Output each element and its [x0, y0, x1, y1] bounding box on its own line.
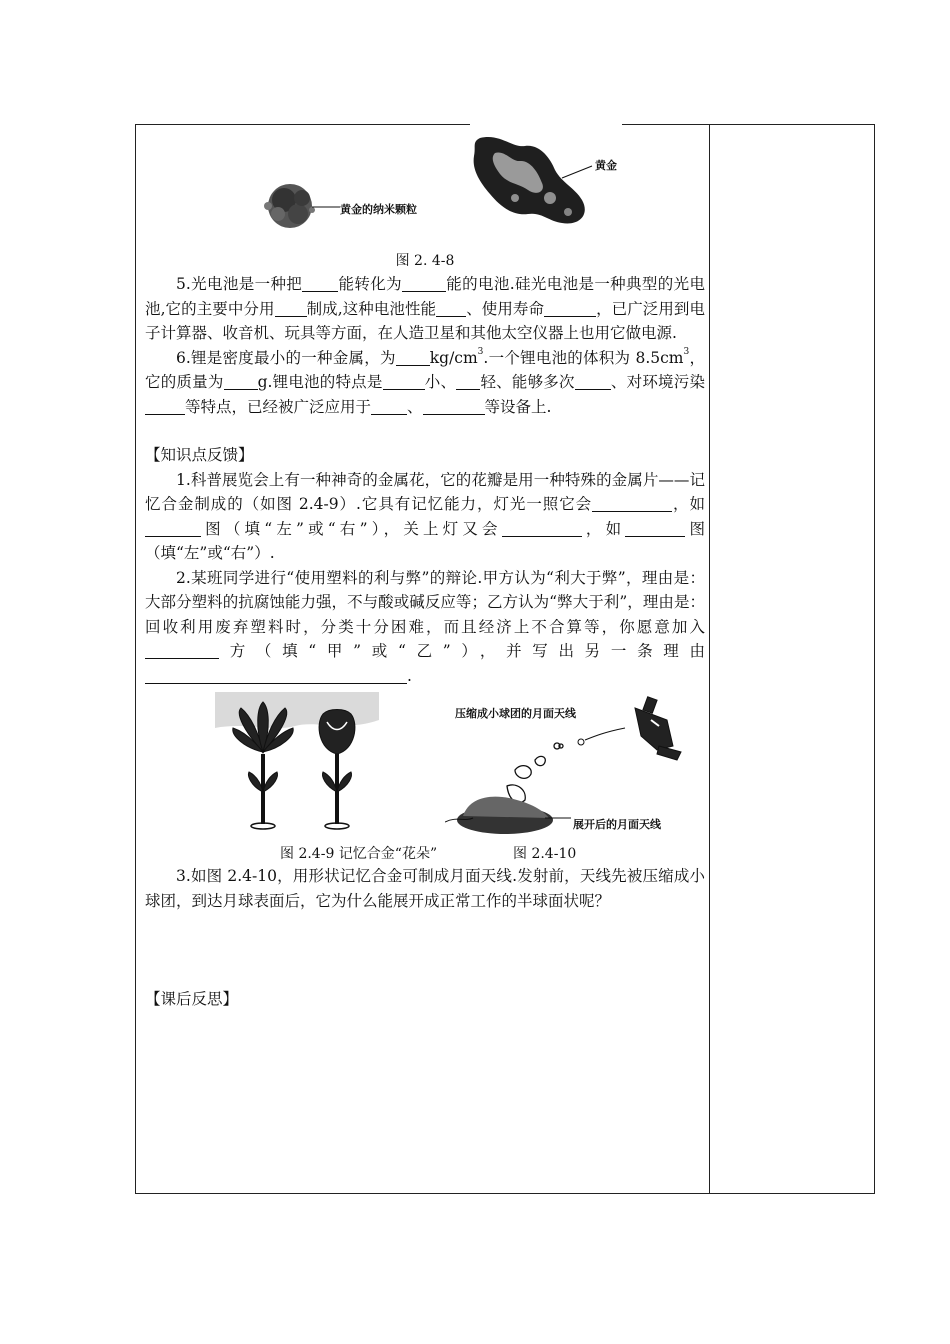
gold-lump-image	[474, 137, 585, 223]
answer-blank[interactable]	[456, 372, 480, 390]
answer-blank[interactable]	[402, 274, 446, 292]
question-6: 6.锂是密度最小的一种金属，为 $kg/cm^3$.一个锂电池的体积为 $8.5cm^3$，它的质量为 g.锂电池的特点是 小、 轻、能够多次 、对环境污染等特点，已经被广泛应用于 、 等设备上.	[145, 346, 705, 416]
answer-blank[interactable]	[575, 372, 611, 390]
answer-blank[interactable]	[371, 397, 407, 415]
label-compressed-antenna: 压缩成小球团的月面天线	[455, 707, 576, 720]
figure-2-4-8	[250, 128, 610, 240]
label-expanded-antenna: 展开后的月面天线	[573, 818, 661, 831]
answer-blank[interactable]	[145, 519, 201, 537]
table-column-divider	[709, 124, 710, 1194]
feedback-heading: 【知识点反馈】	[145, 446, 254, 464]
answer-blank[interactable]	[302, 274, 338, 292]
answer-blank[interactable]	[625, 519, 685, 537]
question-5: 5.光电池是一种把 能转化为 能的电池.硅光电池是一种典型的光电池,它的主要中分用 制成,这种电池性能 、使用寿命 ，已广泛用到电子计算器、收音机、玩具等方面，在人造卫星和其他太空仪器上也用它做电源.	[145, 275, 705, 342]
answer-blank[interactable]	[436, 299, 466, 317]
figure-2-4-8-caption: 图 2. 4-8	[395, 253, 455, 269]
label-gold: 黄金	[595, 159, 617, 172]
antenna-unfolding-sequence	[507, 743, 563, 803]
nanoparticle-cluster-image	[264, 184, 315, 228]
answer-blank[interactable]	[145, 666, 407, 684]
figure-2-4-9-caption: 图 2.4-9 记忆合金“花朵”	[280, 846, 438, 862]
feedback-question-3: 3.如图 2.4-10，用形状记忆合金可制成月面天线.发射前，天线先被压缩成小球团，到达月球表面后，它为什么能展开成正常工作的半球面状呢？	[145, 867, 705, 910]
spacecraft-image	[635, 697, 681, 760]
answer-blank[interactable]	[145, 397, 185, 415]
reflection-heading: 【课后反思】	[145, 990, 239, 1008]
answer-blank[interactable]	[502, 519, 582, 537]
table-border-gap	[470, 120, 622, 128]
worksheet-content	[145, 250, 705, 1012]
figure-2-4-10-caption: 图 2.4-10	[513, 846, 577, 862]
answer-blank[interactable]	[544, 299, 596, 317]
expanded-antenna-image	[445, 797, 553, 834]
answer-blank[interactable]	[592, 494, 672, 512]
answer-blank[interactable]	[383, 372, 425, 390]
answer-blank[interactable]	[423, 397, 485, 415]
answer-blank[interactable]	[275, 299, 307, 317]
answer-blank[interactable]	[224, 372, 258, 390]
label-gold-nanoparticles: 黄金的纳米颗粒	[340, 203, 417, 216]
answer-blank[interactable]	[396, 348, 430, 366]
feedback-question-1: 1.科普展览会上有一种神奇的金属花，它的花瓣是用一种特殊的金属片——记忆合金制成的（如图 2.4-9）.它具有记忆能力，灯光一照它会 ，如图（填“左”或“右”），关上灯又会 ，如 图（填“左”或“右”）.	[145, 470, 705, 562]
answer-blank[interactable]	[145, 641, 219, 659]
feedback-question-2: 2.某班同学进行“使用塑料的利与弊”的辩论.甲方认为“利大于弊”，理由是：大部分塑料的抗腐蚀能力强，不与酸或碱反应等；乙方认为“弊大于利”，理由是：回收利用废弃塑料时，分类十分困难，而且经济上不合算等，你愿意加入方（填“甲”或“乙”），并写出另一条理由.	[145, 568, 705, 685]
figures-row	[145, 688, 705, 864]
memory-alloy-flower-image	[215, 692, 379, 832]
